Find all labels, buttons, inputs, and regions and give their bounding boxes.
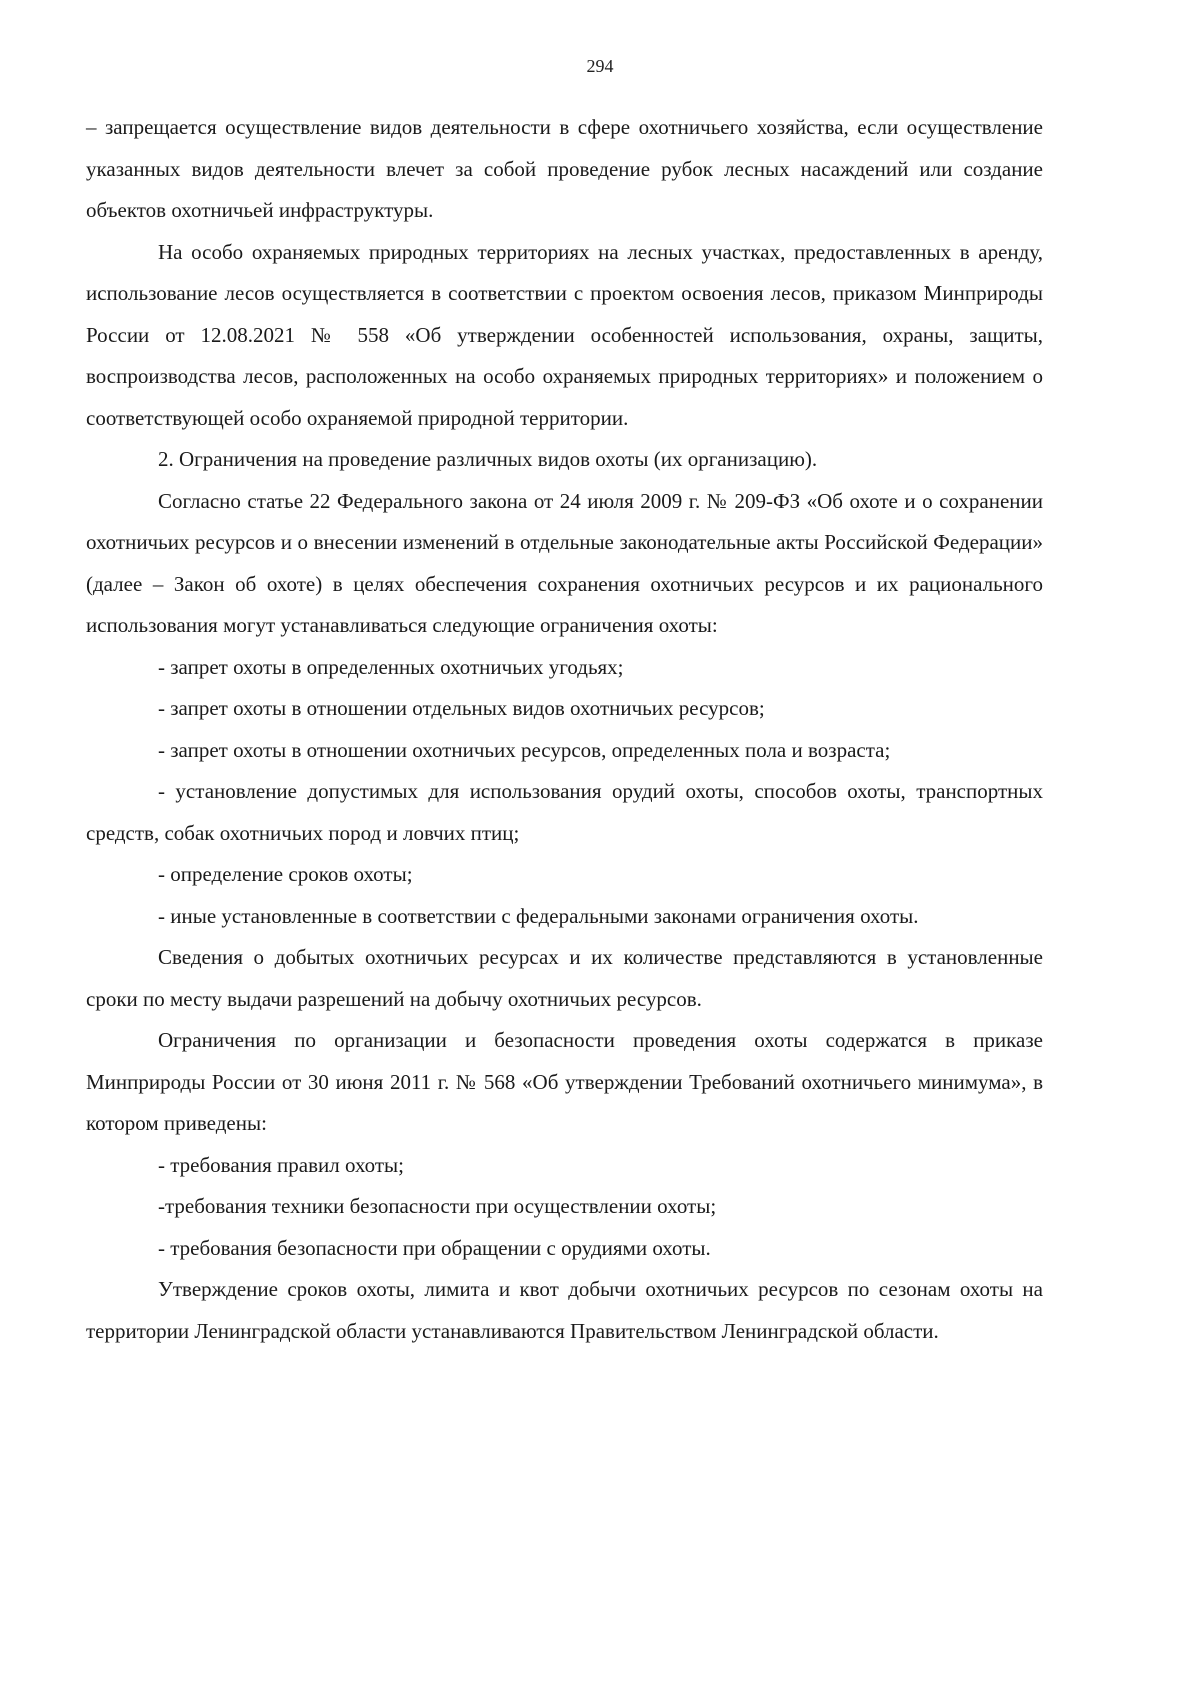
paragraph-restriction-continuation: – запрещается осуществление видов деятельности в сфере охотничьего хозяйства, если осуществление указанных видов деятельности влечет за собой проведение рубок лесных насаждений или создание объектов охотничьей инфраструктуры. xyxy=(86,115,1043,222)
paragraph-protected-territories: На особо охраняемых природных территориях на лесных участках, предоставленных в аренду, использование лесов осуществляется в соответствии с проектом освоения лесов, приказом Минприроды России от 12.08.2021 № 558 «Об утверждении особенностей использования, охраны, защиты, воспроизводства лесов, расположенных на особо охраняемых природных территориях» и положением о соответствующей особо охраняемой природной территории. xyxy=(86,239,1043,430)
list-item: - иные установленные в соответствии с федеральными законами ограничения охоты. xyxy=(158,903,919,928)
list-item: - требования безопасности при обращении с орудиями охоты. xyxy=(158,1235,711,1260)
list-item: -требования техники безопасности при осуществлении охоты; xyxy=(158,1194,717,1218)
list-item: - требования правил охоты; xyxy=(158,1152,404,1177)
paragraph-hunting-terms: Утверждение сроков охоты, лимита и квот добычи охотничьих ресурсов по сезонам охоты на территории Ленинградской области устанавливаются Правительством Ленинградской области. xyxy=(86,1277,1043,1343)
list-item: - определение сроков охоты; xyxy=(158,862,413,886)
page-number: 294 xyxy=(586,56,614,76)
paragraph-safety-order: Ограничения по организации и безопасности проведения охоты содержатся в приказе Минприроды России от 30 июня 2011 г. № 568 «Об утверждении Требований охотничьего минимума», в котором приведены: xyxy=(86,1028,1043,1135)
list-item: - запрет охоты в определенных охотничьих угодьях; xyxy=(158,654,624,679)
paragraph-reporting: Сведения о добытых охотничьих ресурсах и их количестве представляются в установленные сроки по месту выдачи разрешений на добычу охотничьих ресурсов. xyxy=(86,945,1043,1011)
document-body xyxy=(86,107,1043,1352)
list-item: - запрет охоты в отношении отдельных видов охотничьих ресурсов; xyxy=(158,696,765,720)
list-item: - установление допустимых для использования орудий охоты, способов охоты, транспортных средств, собак охотничьих пород и ловчих птиц; xyxy=(86,779,1043,845)
paragraph-law-article: Согласно статье 22 Федерального закона от 24 июля 2009 г. № 209-ФЗ «Об охоте и о сохранении охотничьих ресурсов и о внесении изменений в отдельные законодательные акты Российской Федерации» (далее – Закон об охоте) в целях обеспечения сохранения охотничьих ресурсов и их рационального использования могут устанавливаться следующие ограничения охоты: xyxy=(86,488,1043,637)
list-item: - запрет охоты в отношении охотничьих ресурсов, определенных пола и возраста; xyxy=(158,737,891,762)
paragraph-section-heading: 2. Ограничения на проведение различных видов охоты (их организацию). xyxy=(158,447,818,471)
